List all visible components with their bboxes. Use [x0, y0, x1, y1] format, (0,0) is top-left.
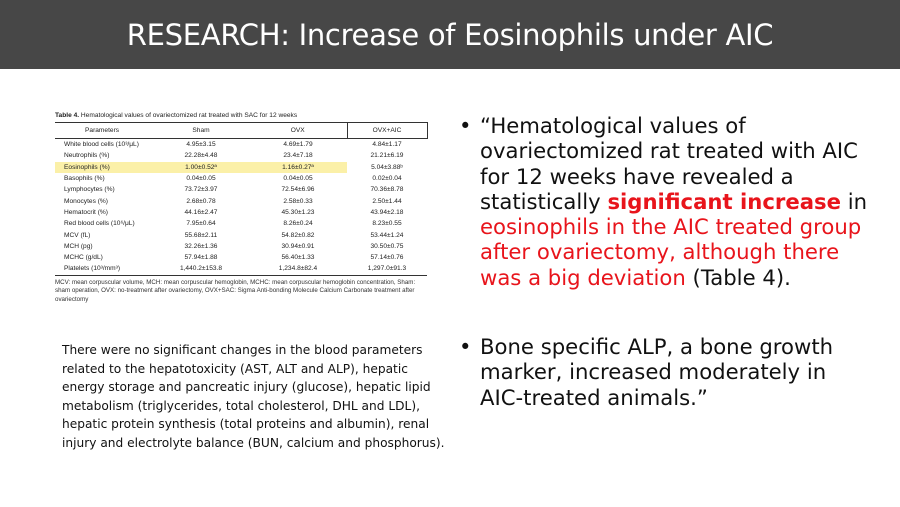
- table-row: [55, 241, 427, 252]
- table-row: [55, 150, 427, 161]
- value-cell: 2.58±0.33: [283, 197, 313, 205]
- parameter-cell: White blood cells (10³/μL): [64, 141, 139, 149]
- table-row: [55, 184, 427, 195]
- value-cell: 22.28±4.48: [184, 152, 218, 160]
- table-footnote: MCV: mean corpuscular volume, MCH: mean corpuscular hemoglobin, MCHC: mean corpuscular hemoglobin concentration, Sham: sham operation, OVX: no-treatment after ovariectomy, OVX+SAC: Sigma Anti-bonding Molecule Calcium Carbonate treatment after ovariectomy: [55, 278, 416, 303]
- bullet-text: “Hematological values of ovariectomized rat treated with AIC for 12 weeks have revealed a statistically: [480, 113, 858, 214]
- parameter-cell: Neutrophils (%): [64, 152, 110, 160]
- parameter-cell: Basophils (%): [64, 175, 105, 183]
- value-cell: 53.44±1.24: [370, 231, 404, 239]
- table-caption-label: Table 4.: [55, 112, 80, 119]
- value-cell: 1,440.2±153.8: [153, 263, 249, 275]
- table-row: [55, 263, 427, 275]
- value-cell: 0.04±0.05: [283, 175, 313, 183]
- value-cell: 44.16±2.47: [184, 208, 218, 216]
- parameter-cell: MCH (pg): [64, 242, 93, 250]
- bullet-emphasis: significant increase: [607, 188, 841, 214]
- bullet-item-alp: [459, 334, 869, 410]
- table-caption: [55, 112, 427, 119]
- title-bar: [0, 0, 900, 69]
- bullet-item-hematology: [459, 113, 869, 290]
- value-cell: 0.04±0.05: [186, 175, 216, 183]
- value-cell: 45.30±1.23: [281, 208, 315, 216]
- value-cell: 4.84±1.17: [372, 141, 402, 149]
- value-cell: 2.68±0.78: [186, 197, 216, 205]
- bullet-text: (Table 4).: [685, 264, 791, 290]
- value-cell: 57.94±1.88: [184, 254, 218, 262]
- parameter-cell: Eosinophils (%): [55, 162, 153, 173]
- value-cell: 21.21±6.19: [370, 152, 404, 160]
- value-cell: 43.94±2.18: [370, 208, 404, 216]
- value-cell: 73.72±3.97: [184, 186, 218, 194]
- table-row: [55, 173, 427, 184]
- value-cell: 54.82±0.82: [281, 231, 315, 239]
- bullet-text: in: [840, 188, 868, 214]
- value-cell: 1.00±0.52ª: [153, 162, 249, 173]
- value-cell: 8.23±0.55: [372, 220, 402, 228]
- table-header-cell: OVX+AIC: [347, 123, 427, 139]
- parameter-cell: MCV (fL): [64, 231, 91, 239]
- bullet-text: Bone specific ALP, a bone growth marker, increased moderately in AIC-treated animals.”: [480, 334, 834, 410]
- table-header-cell: OVX: [249, 123, 347, 139]
- table-row: [55, 139, 427, 151]
- value-cell: 1,234.8±82.4: [249, 263, 347, 275]
- table-header-cell: Parameters: [55, 123, 153, 139]
- table-row: [55, 252, 427, 263]
- value-cell: 8.26±0.24: [283, 220, 313, 228]
- hematology-table: [55, 122, 428, 276]
- table-row: [55, 162, 427, 173]
- value-cell: 1.16±0.27ª: [249, 162, 347, 173]
- parameter-cell: Hematocrit (%): [64, 208, 108, 216]
- table-body: [55, 139, 427, 276]
- value-cell: 5.04±3.88ᵇ: [347, 162, 427, 173]
- value-cell: 56.40±1.33: [281, 254, 315, 262]
- table-figure: [55, 112, 427, 304]
- parameter-cell: Platelets (10³/mm³): [55, 263, 153, 275]
- table-row: [55, 229, 427, 240]
- slide-title: RESEARCH: Increase of Eosinophils under AIC: [126, 17, 774, 52]
- value-cell: 30.94±0.91: [281, 242, 315, 250]
- value-cell: 70.36±8.78: [370, 186, 404, 194]
- value-cell: 55.68±2.11: [184, 231, 218, 239]
- value-cell: 0.02±0.04: [372, 175, 402, 183]
- table-row: [55, 207, 427, 218]
- value-cell: 30.50±0.75: [370, 242, 404, 250]
- table-caption-text: Hematological values of ovariectomized rat treated with SAC for 12 weeks: [79, 112, 298, 119]
- value-cell: 1,297.0±91.3: [347, 263, 427, 275]
- value-cell: 72.54±6.96: [281, 186, 315, 194]
- value-cell: 23.4±7.18: [283, 152, 313, 160]
- value-cell: 32.26±1.36: [184, 242, 218, 250]
- value-cell: 57.14±0.76: [370, 254, 404, 262]
- value-cell: 4.69±1.79: [283, 141, 313, 149]
- parameter-cell: MCHC (g/dL): [64, 254, 103, 262]
- value-cell: 2.50±1.44: [372, 197, 402, 205]
- value-cell: 7.95±0.64: [186, 220, 216, 228]
- parameter-cell: Monocytes (%): [64, 197, 108, 205]
- bullet-red-text: eosinophils in the AIC treated group after ovariectomy, although there was a big deviation: [480, 214, 862, 290]
- table-row: [55, 218, 427, 229]
- parameter-cell: Lymphocytes (%): [64, 186, 115, 194]
- value-cell: 4.95±3.15: [186, 141, 216, 149]
- parameter-cell: Red blood cells (10⁶/μL): [64, 220, 135, 228]
- bullet-dot-icon: •: [459, 113, 472, 138]
- bullet-list: [459, 113, 869, 410]
- bullet-dot-icon: •: [459, 334, 472, 360]
- table-header-row: [55, 123, 427, 139]
- table-row: [55, 195, 427, 206]
- table-header-cell: Sham: [153, 123, 249, 139]
- summary-text: There were no significant changes in the blood parameters related to the hepatotoxicity (AST, ALT and ALP), hepatic energy storage and pancreatic injury (glucose), hepatic lipid metabolism (triglycerides, total cholesterol, DHL and LDL), hepatic protein synthesis (total proteins and albumin), renal injury and electrolyte balance (BUN, calcium and phosphorus).: [62, 343, 445, 450]
